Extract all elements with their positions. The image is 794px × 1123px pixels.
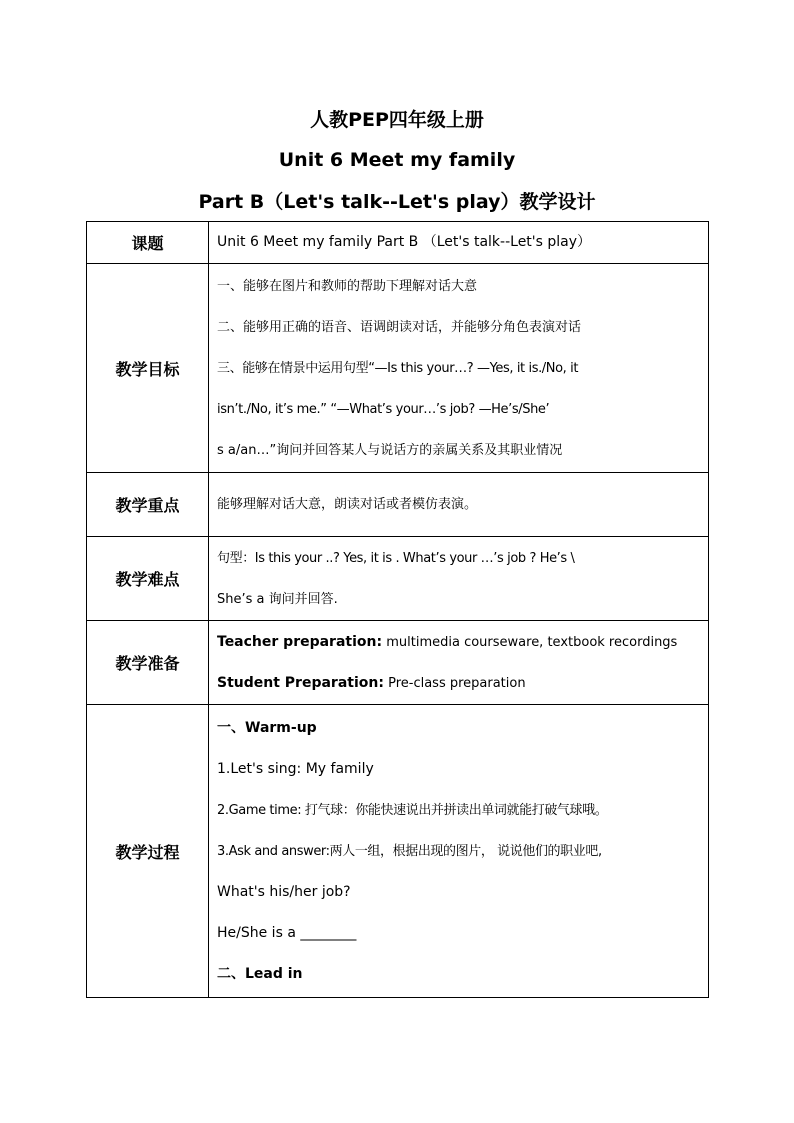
label-key-points: 教学重点	[87, 473, 209, 537]
student-preparation	[217, 663, 702, 704]
cell-difficulties	[209, 537, 709, 621]
teacher-preparation-label: Teacher preparation:	[217, 633, 383, 650]
process-step: 2.Game time: 打气球：你能快速说出并拼读出单词就能打破气球哦。	[217, 802, 608, 818]
lesson-plan-table	[86, 221, 709, 998]
label-process: 教学过程	[87, 705, 209, 998]
key-points-value: 能够理解对话大意，朗读对话或者模仿表演。	[217, 497, 478, 512]
cell-topic	[209, 222, 709, 264]
title-line-2: Unit 6 Meet my family	[278, 149, 516, 171]
row-topic	[87, 222, 709, 264]
row-process	[87, 705, 709, 998]
cell-key-points	[209, 473, 709, 537]
cell-process	[209, 705, 709, 998]
objective-line: isn’t./No, it’s me.” “—What’s your…’s job? —He’s/She’	[217, 401, 550, 417]
objective-line: 三、能够在情景中运用句型“—Is this your…? —Yes, it is./No, it	[217, 360, 579, 376]
difficulty-line: She’s a 询问并回答.	[217, 591, 338, 607]
section-heading-warm-up: 一、Warm-up	[217, 719, 317, 736]
label-objectives: 教学目标	[87, 264, 209, 473]
row-objectives	[87, 264, 709, 473]
section-heading-lead-in: 二、Lead in	[217, 965, 303, 982]
row-difficulties	[87, 537, 709, 621]
teacher-preparation-value: multimedia courseware, textbook recordings	[382, 634, 678, 650]
objective-line: 一、能够在图片和教师的帮助下理解对话大意	[217, 278, 478, 294]
title-line-3: Part B（Let's talk--Let's play）教学设计	[198, 191, 596, 213]
cell-preparation	[209, 621, 709, 705]
student-preparation-value: Pre-class preparation	[383, 675, 526, 691]
row-key-points	[87, 473, 709, 537]
topic-value: Unit 6 Meet my family Part B （Let's talk--Let's play）	[217, 234, 592, 250]
label-topic: 课题	[87, 222, 209, 264]
label-preparation: 教学准备	[87, 621, 209, 705]
row-preparation	[87, 621, 709, 705]
label-difficulties: 教学难点	[87, 537, 209, 621]
process-step: 1.Let's sing: My family	[217, 760, 374, 777]
objective-line: 二、能够用正确的语音、语调朗读对话，并能够分角色表演对话	[217, 319, 582, 335]
cell-objectives	[209, 264, 709, 473]
process-step: 3.Ask and answer:两人一组，根据出现的图片， 说说他们的职业吧,	[217, 843, 602, 859]
process-question: What's his/her job?	[217, 883, 351, 900]
process-answer: He/She is a ________	[217, 924, 357, 941]
difficulty-line: 句型：Is this your ..? Yes, it is . What’s your …’s job ? He’s \	[217, 550, 575, 566]
teacher-preparation	[217, 622, 702, 663]
student-preparation-label: Student Preparation:	[217, 674, 384, 691]
objective-line: s a/an…”询问并回答某人与说话方的亲属关系及其职业情况	[217, 442, 563, 458]
title-line-1: 人教PEP四年级上册	[310, 109, 484, 131]
